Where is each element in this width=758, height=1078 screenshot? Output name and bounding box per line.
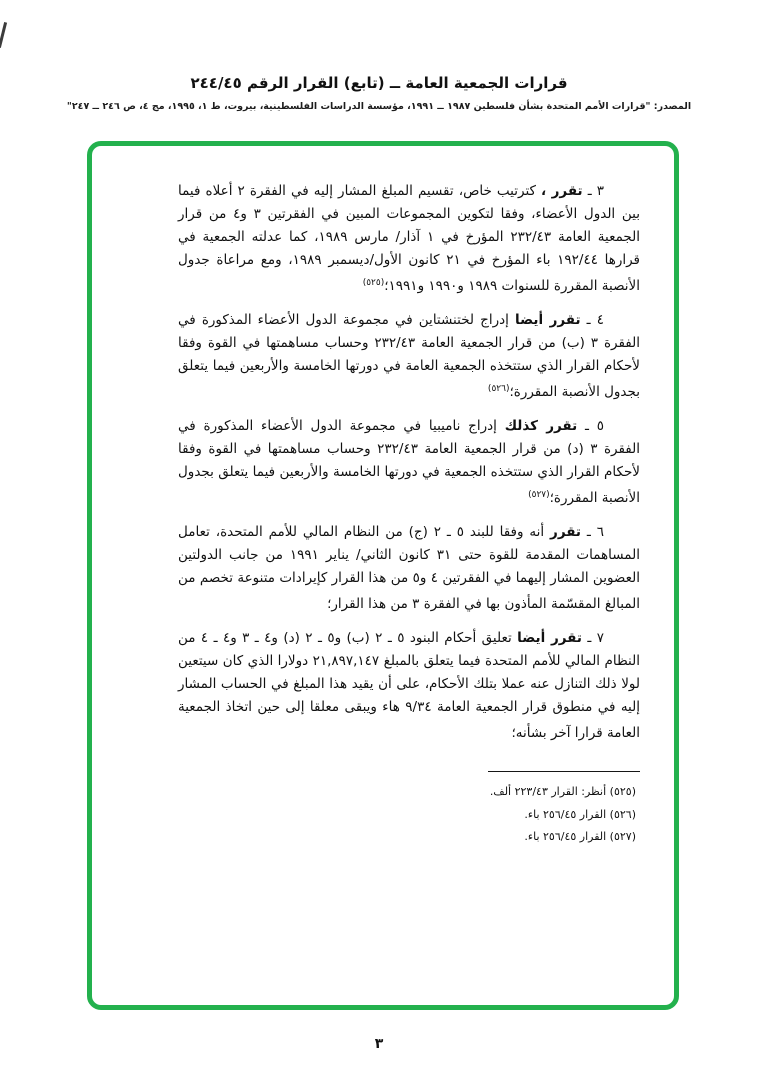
resolution-paragraph-5	[178, 415, 640, 510]
paragraph-number: ٥ ـ	[577, 418, 604, 434]
footnotes-block	[178, 781, 640, 849]
resolution-paragraph-3	[178, 180, 640, 298]
paragraph-lead-bold: تقرر أيضا	[517, 630, 582, 646]
resolution-text-column	[178, 180, 640, 849]
source-line: المصدر: "قرارات الأمم المتحدة بشأن فلسطين ١٩٨٧ ــ ١٩٩١، مؤسسة الدراسات الفلسطينية، بيروت، ط ١، ١٩٩٥، مج ٤، ص ٢٤٦ ــ ٢٤٧"	[66, 101, 692, 112]
scan-artifact	[0, 22, 7, 48]
paragraph-text: أنه وفقا للبند ٥ ـ ٢ (ج) من النظام المالي للأمم المتحدة، تعامل المساهمات المقدمة للقوة حتى ٣١ كانون الثاني/ يناير ١٩٩١ من جانب الدولتين العضوين المشار إليهما في الفقرتين ٤ و٥ من هذا القرار كإيرادات متنوعة تخصم من المبالغ المقسّمة المأذون بها في الفقرة ٣ من هذا القرار؛	[178, 524, 641, 612]
resolution-paragraph-7	[178, 627, 640, 745]
paragraph-text: إدراج ناميبيا في مجموعة الدول الأعضاء المذكورة في الفقرة ٣ (د) من قرار الجمعية العامة ٢٣٢/٤٣ وحساب مساهمتها في القوة وفقا لأحكام القرار الذي ستتخذه الجمعية في دورتها الخامسة والأربعين فيما يتعلق بجدول الأنصبة المقررة؛	[178, 418, 640, 506]
paragraph-text: إدراج لختنشتاين في مجموعة الدول الأعضاء المذكورة في الفقرة ٣ (ب) من قرار الجمعية العامة ٢٣٢/٤٣ وحساب مساهمتها في القوة وفقا لأحكام القرار الذي ستتخذه الجمعية العامة في دورتها الخامسة والأربعين فيما يتعلق بجدول الأنصبة المقررة؛	[178, 312, 640, 400]
footnote: (٥٢٦) القرار ٢٥٦/٤٥ باء.	[524, 807, 636, 821]
paragraph-number: ٤ ـ	[580, 312, 604, 328]
footnote: (٥٢٥) أنظر: القرار ٢٢٣/٤٣ ألف.	[489, 785, 636, 798]
footnote-reference: (٥٢٧)	[528, 490, 550, 500]
page-header	[0, 74, 758, 112]
footnote-reference: (٥٢٥)	[362, 278, 385, 288]
page-title: قرارات الجمعية العامة ــ (تابع) القرار الرقم ٢٤٤/٤٥	[190, 74, 568, 92]
footnote-divider	[488, 771, 640, 772]
paragraph-number: ٣ ـ	[582, 183, 604, 199]
paragraph-text: كترتيب خاص، تقسيم المبلغ المشار إليه في الفقرة ٢ أعلاه فيما بين الدول الأعضاء، وفقا لتكوين المجموعات المبين في الفقرتين ٣ و٤ من قرار الجمعية العامة ٢٣٢/٤٣ المؤرخ في ١ آذار/ مارس ١٩٨٩، كما عدلته الجمعية في قرارها ١٩٢/٤٤ باء المؤرخ في ٢١ كانون الأول/ديسمبر ١٩٨٩، ومع مراعاة جدول الأنصبة المقررة للسنوات ١٩٨٩ و١٩٩٠ و١٩٩١؛	[178, 183, 640, 294]
paragraph-lead-bold: تقرر ،	[541, 183, 583, 199]
paragraph-number: ٦ ـ	[581, 524, 605, 540]
page-number: ٣	[374, 1036, 384, 1052]
paragraph-lead-bold: تقرر كذلك	[504, 418, 578, 434]
paragraph-lead-bold: تقرر أيضا	[515, 312, 581, 328]
paragraph-number: ٧ ـ	[581, 630, 605, 646]
resolution-paragraph-6	[178, 521, 640, 616]
footnote: (٥٢٧) القرار ٢٥٦/٤٥ باء.	[524, 830, 636, 843]
resolution-paragraph-4	[178, 309, 640, 404]
paragraph-lead-bold: تقرر	[550, 524, 582, 540]
green-content-frame	[87, 141, 679, 1010]
footnote-reference: (٥٢٦)	[487, 384, 510, 394]
paragraph-text: تعليق أحكام البنود ٥ ـ ٢ (ب) و٥ ـ ٢ (د) و٤ ـ ٣ و٤ ـ ٤ من النظام المالي للأمم المتحدة فيما يتعلق بالمبلغ ٢١,٨٩٧,١٤٧ دولارا الذي كان سيتعين لولا ذلك التنازل عنه عملا بتلك الأحكام، على أن يقيد هذا المبلغ في الحساب المشار إليه في منطوق قرار الجمعية العامة ٩/٣٤ هاء ويبقى معلقا إلى حين اتخاذ الجمعية العامة قرارا آخر بشأنه؛	[178, 630, 640, 741]
